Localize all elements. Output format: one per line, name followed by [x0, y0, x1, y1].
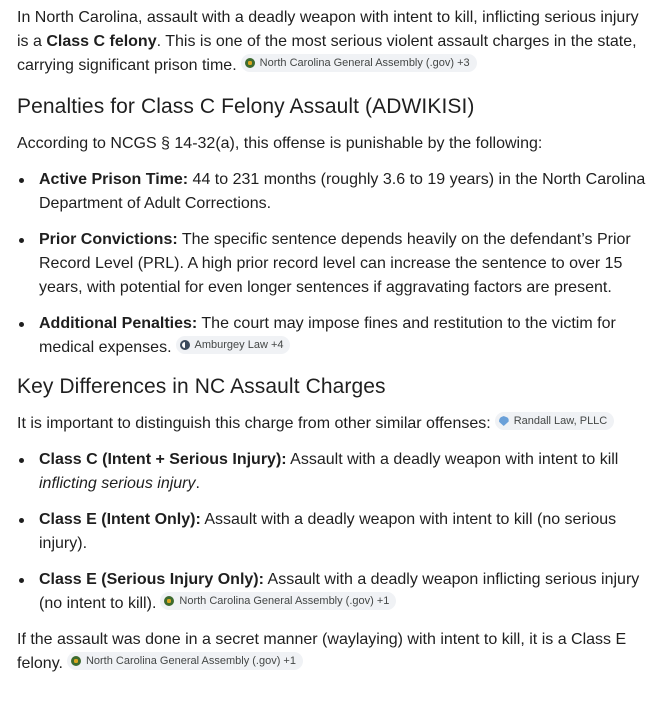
item-text: 44 to 231 months (roughly 3.6 to 19 years) in the North Carolina Department of Adult Corrections. [39, 171, 646, 212]
closing-text: If the assault was done in a secret manner (waylaying) with intent to kill, it is a Class E felony. [17, 631, 627, 672]
item-text: Assault with a deadly weapon inflicting serious injury (no intent to kill). [39, 571, 640, 612]
list-item [17, 568, 653, 616]
list-item [17, 312, 653, 360]
section-heading-penalties: Penalties for Class C Felony Assault (ADWIKISI) [17, 95, 475, 118]
shield-icon [499, 416, 509, 426]
source-chip-randall[interactable] [495, 412, 615, 430]
source-chip-label: Randall Law, PLLC [513, 415, 608, 427]
closing-paragraph [17, 628, 653, 676]
ncga-logo-icon [71, 656, 81, 666]
source-chip-label: Amburgey Law +4 [194, 339, 284, 351]
item-text: The specific sentence depends heavily on the defendant’s Prior Record Level (PRL). A high prior record level can increase the sentence to over 15 years, with potential for even longer sentences if aggravating factors are present. [39, 231, 631, 296]
lead-text: It is important to distinguish this charge from other similar offenses: [17, 415, 491, 432]
source-chip-ncga[interactable] [241, 54, 477, 72]
ncga-logo-icon [245, 58, 255, 68]
source-chip-amburgey[interactable] [176, 336, 291, 354]
item-label: Active Prison Time: [39, 171, 189, 188]
section-lead [17, 412, 653, 436]
item-label: Class C (Intent + Serious Injury): [39, 451, 287, 468]
item-label: Prior Convictions: [39, 231, 178, 248]
source-chip-ncga[interactable] [67, 652, 303, 670]
intro-bold: Class C felony [46, 33, 157, 50]
penalties-list [17, 168, 653, 360]
list-item [17, 508, 653, 556]
intro-text-2: . This is one of the most serious violent assault charges in the state, carrying significant prison time. [17, 33, 637, 74]
item-italic: inflicting serious injury [39, 475, 196, 492]
amburgey-logo-icon [180, 340, 190, 350]
item-text: The court may impose fines and restitution to the victim for medical expenses. [39, 315, 616, 356]
intro-paragraph [17, 6, 653, 78]
source-chip-label: North Carolina General Assembly (.gov) +1 [85, 655, 296, 667]
section-heading-differences: Key Differences in NC Assault Charges [17, 375, 386, 398]
list-item [17, 228, 653, 300]
item-label: Additional Penalties: [39, 315, 198, 332]
source-chip-label: North Carolina General Assembly (.gov) +3 [259, 57, 470, 69]
section-lead: According to NCGS § 14-32(a), this offense is punishable by the following: [17, 135, 543, 152]
source-chip-label: North Carolina General Assembly (.gov) +1 [179, 595, 390, 607]
item-text: Assault with a deadly weapon with intent to kill (no serious injury). [39, 511, 617, 552]
list-item [17, 448, 653, 496]
ncga-logo-icon [164, 596, 174, 606]
item-tail: . [195, 475, 200, 492]
item-label: Class E (Intent Only): [39, 511, 201, 528]
list-item [17, 168, 653, 216]
intro-text: In North Carolina, assault with a deadly weapon with intent to kill, inflicting serious injury is a [17, 9, 639, 50]
source-chip-ncga[interactable] [160, 592, 396, 610]
item-label: Class E (Serious Injury Only): [39, 571, 264, 588]
item-text: Assault with a deadly weapon with intent to kill [286, 451, 619, 468]
differences-list [17, 448, 653, 616]
